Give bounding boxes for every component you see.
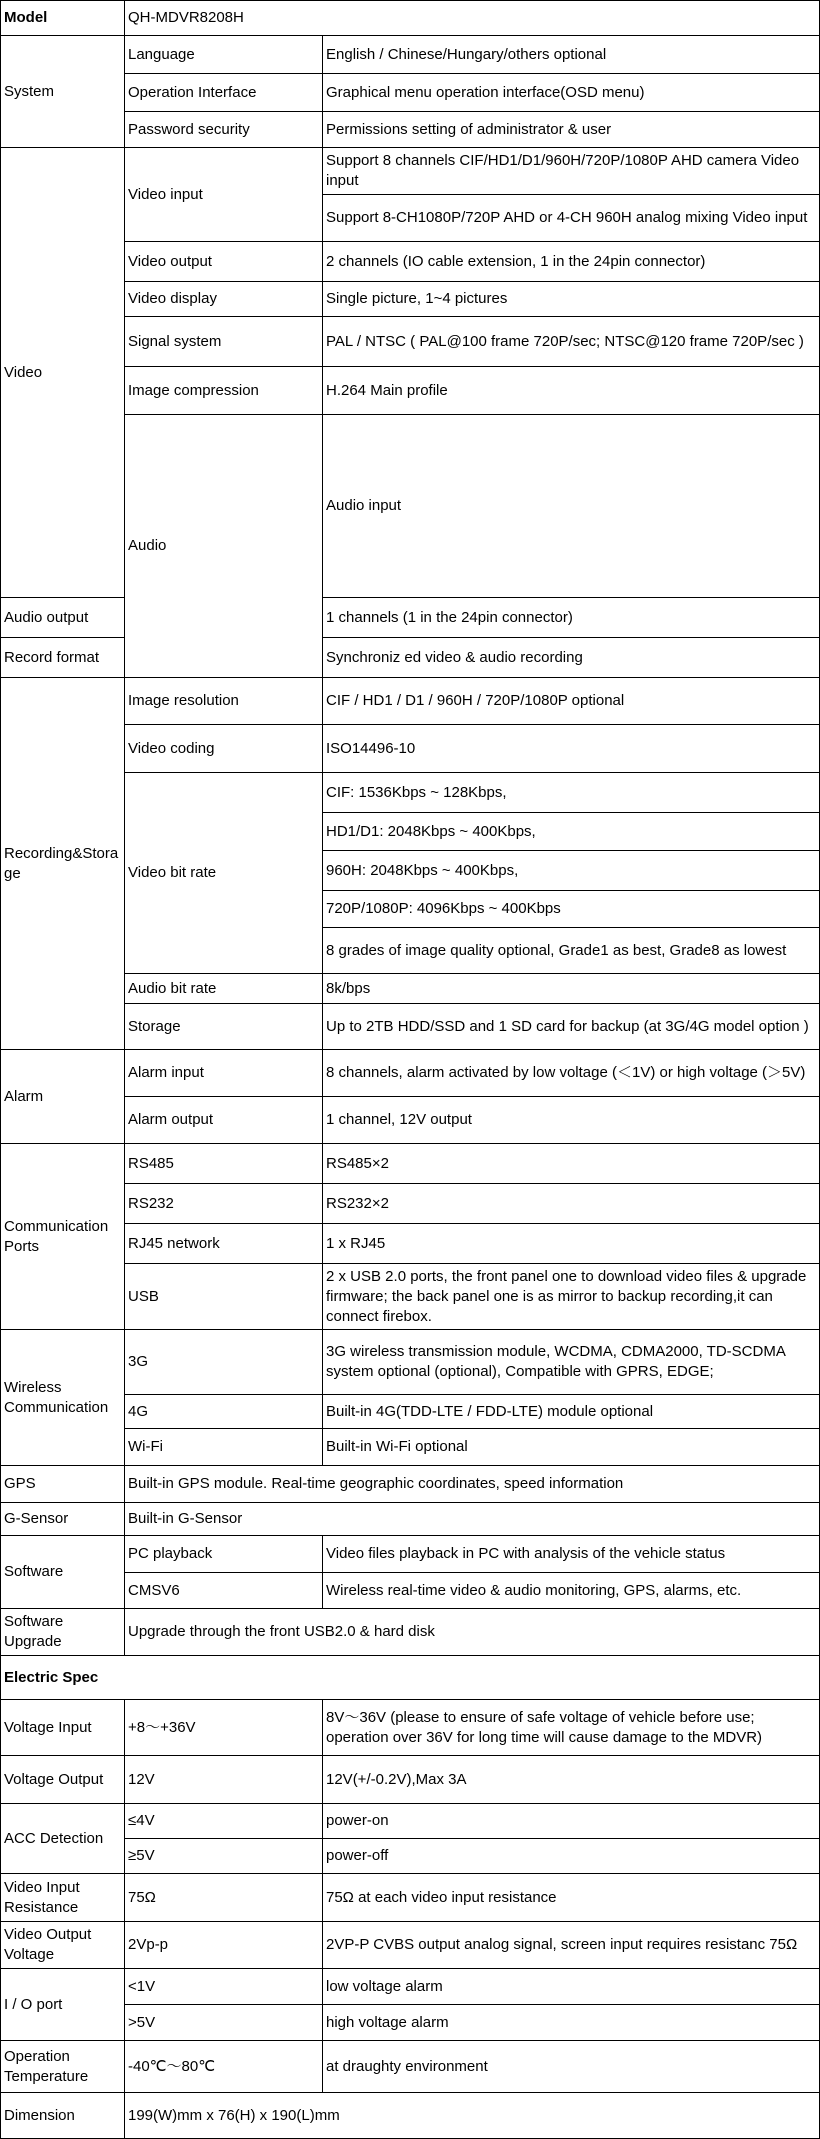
gps-row [1, 1466, 820, 1503]
acc-row [1, 1804, 820, 1839]
spec-value: English / Chinese/Hungary/others optional [323, 36, 820, 74]
spec-name: <1V [125, 1969, 323, 2005]
spec-name: Password security [125, 112, 323, 148]
spec-name: Record format [1, 638, 125, 678]
video-output-voltage-label: Video Output Voltage [1, 1922, 125, 1969]
system-label: System [1, 36, 125, 148]
spec-name: -40℃～80℃ [125, 2041, 323, 2093]
spec-value: low voltage alarm [323, 1969, 820, 2005]
spec-name: USB [125, 1264, 323, 1330]
spec-value: Synchroniz ed video & audio recording [323, 638, 820, 678]
spec-value: 8k/bps [323, 974, 820, 1004]
spec-value: ISO14496-10 [323, 725, 820, 773]
alarm-label: Alarm [1, 1050, 125, 1144]
spec-value: high voltage alarm [323, 2005, 820, 2041]
spec-value: Up to 2TB HDD/SSD and 1 SD card for backup (at 3G/4G model option ) [323, 1004, 820, 1050]
spec-name: +8～+36V [125, 1700, 323, 1756]
spec-name: RS485 [125, 1144, 323, 1184]
io-port-row [1, 1969, 820, 2005]
spec-value: HD1/D1: 2048Kbps ~ 400Kbps, [323, 813, 820, 851]
spec-name: Video output [125, 242, 323, 282]
spec-value: Built-in 4G(TDD-LTE / FDD-LTE) module optional [323, 1395, 820, 1429]
spec-name: RS232 [125, 1184, 323, 1224]
video-label: Video [1, 148, 125, 598]
system-row [1, 36, 820, 74]
alarm-row [1, 1050, 820, 1097]
communication-row [1, 1144, 820, 1184]
spec-value: 2 channels (IO cable extension, 1 in the 24pin connector) [323, 242, 820, 282]
spec-value: 3G wireless transmission module, WCDMA, CDMA2000, TD-SCDMA system optional (optional), Compatible with GPRS, EDGE; [323, 1330, 820, 1395]
spec-name: Image resolution [125, 678, 323, 725]
model-value: QH-MDVR8208H [125, 1, 820, 36]
spec-name: 75Ω [125, 1874, 323, 1922]
spec-name: >5V [125, 2005, 323, 2041]
audio-label: Audio [125, 415, 323, 678]
spec-value: 960H: 2048Kbps ~ 400Kbps, [323, 851, 820, 891]
spec-value: Wireless real-time video & audio monitoring, GPS, alarms, etc. [323, 1573, 820, 1609]
communication-label: Communication Ports [1, 1144, 125, 1330]
video-output-voltage-row [1, 1922, 820, 1969]
spec-value: 1 channels (1 in the 24pin connector) [323, 598, 820, 638]
voltage-input-row [1, 1700, 820, 1756]
spec-name: Alarm input [125, 1050, 323, 1097]
spec-value: Support 8 channels CIF/HD1/D1/960H/720P/1080P AHD camera Video input [323, 148, 820, 195]
spec-value: PAL / NTSC ( PAL@100 frame 720P/sec; NTSC@120 frame 720P/sec ) [323, 317, 820, 367]
spec-value: 1 x RJ45 [323, 1224, 820, 1264]
operation-temperature-label: Operation Temperature [1, 2041, 125, 2093]
spec-value: CIF: 1536Kbps ~ 128Kbps, [323, 773, 820, 813]
spec-name: Audio input [323, 415, 820, 598]
spec-value: at draughty environment [323, 2041, 820, 2093]
audio-row [1, 638, 820, 678]
spec-value: power-on [323, 1804, 820, 1839]
software-label: Software [1, 1536, 125, 1609]
spec-value: Video files playback in PC with analysis of the vehicle status [323, 1536, 820, 1573]
video-input-resistance-row [1, 1874, 820, 1922]
spec-value: 8V～36V (please to ensure of safe voltage of vehicle before use; operation over 36V for long time will cause damage to the MDVR) [323, 1700, 820, 1756]
spec-name: Storage [125, 1004, 323, 1050]
video-input-resistance-label: Video Input Resistance [1, 1874, 125, 1922]
electric-spec-heading: Electric Spec [1, 1656, 820, 1700]
spec-value: 75Ω at each video input resistance [323, 1874, 820, 1922]
wireless-row [1, 1330, 820, 1395]
spec-value: Single picture, 1~4 pictures [323, 282, 820, 317]
spec-value: RS485×2 [323, 1144, 820, 1184]
spec-name: Language [125, 36, 323, 74]
spec-value: 720P/1080P: 4096Kbps ~ 400Kbps [323, 891, 820, 928]
dimension-row [1, 2093, 820, 2139]
dimension-label: Dimension [1, 2093, 125, 2139]
spec-value: 8 channels, alarm activated by low voltage (＜1V) or high voltage (＞5V) [323, 1050, 820, 1097]
spec-value: 1 channel, 12V output [323, 1097, 820, 1144]
spec-value: Support 8-CH1080P/720P AHD or 4-CH 960H analog mixing Video input [323, 195, 820, 242]
spec-value: 2VP-P CVBS output analog signal, screen input requires resistanc 75Ω [323, 1922, 820, 1969]
spec-name: Video bit rate [125, 773, 323, 974]
model-label: Model [1, 1, 125, 36]
spec-name: Audio bit rate [125, 974, 323, 1004]
dimension-value: 199(W)mm x 76(H) x 190(L)mm [125, 2093, 820, 2139]
spec-name: RJ45 network [125, 1224, 323, 1264]
voltage-input-label: Voltage Input [1, 1700, 125, 1756]
spec-name: Video display [125, 282, 323, 317]
spec-name: Wi-Fi [125, 1429, 323, 1466]
spec-name: CMSV6 [125, 1573, 323, 1609]
voltage-output-label: Voltage Output [1, 1756, 125, 1804]
spec-value: Built-in Wi-Fi optional [323, 1429, 820, 1466]
spec-name: Video input [125, 148, 323, 242]
spec-name: ≥5V [125, 1839, 323, 1874]
operation-temperature-row [1, 2041, 820, 2093]
gsensor-value: Built-in G-Sensor [125, 1503, 820, 1536]
io-port-label: I / O port [1, 1969, 125, 2041]
spec-value: Graphical menu operation interface(OSD menu) [323, 74, 820, 112]
gps-label: GPS [1, 1466, 125, 1503]
spec-value: 12V(+/-0.2V),Max 3A [323, 1756, 820, 1804]
gsensor-row [1, 1503, 820, 1536]
spec-value: H.264 Main profile [323, 367, 820, 415]
spec-name: Signal system [125, 317, 323, 367]
spec-name: Image compression [125, 367, 323, 415]
spec-name: Video coding [125, 725, 323, 773]
gps-value: Built-in GPS module. Real-time geographic coordinates, speed information [125, 1466, 820, 1503]
spec-name: Audio output [1, 598, 125, 638]
spec-name: PC playback [125, 1536, 323, 1573]
spec-value: CIF / HD1 / D1 / 960H / 720P/1080P optional [323, 678, 820, 725]
spec-name: Operation Interface [125, 74, 323, 112]
gsensor-label: G-Sensor [1, 1503, 125, 1536]
acc-label: ACC Detection [1, 1804, 125, 1874]
software-upgrade-row [1, 1609, 820, 1656]
software-row [1, 1536, 820, 1573]
spec-value: power-off [323, 1839, 820, 1874]
electric-heading-row [1, 1656, 820, 1700]
spec-name: 4G [125, 1395, 323, 1429]
spec-value: 2 x USB 2.0 ports, the front panel one to download video files & upgrade firmware; the back panel one is as mirror to backup recording,it can connect firebox. [323, 1264, 820, 1330]
software-upgrade-value: Upgrade through the front USB2.0 & hard disk [125, 1609, 820, 1656]
spec-name: 12V [125, 1756, 323, 1804]
recording-label: Recording&Storage [1, 678, 125, 1050]
software-upgrade-label: Software Upgrade [1, 1609, 125, 1656]
spec-value: RS232×2 [323, 1184, 820, 1224]
spec-value: Permissions setting of administrator & user [323, 112, 820, 148]
recording-row [1, 678, 820, 725]
spec-name: ≤4V [125, 1804, 323, 1839]
audio-row [1, 598, 820, 638]
voltage-output-row [1, 1756, 820, 1804]
spec-name: 3G [125, 1330, 323, 1395]
spec-name: Alarm output [125, 1097, 323, 1144]
spec-value: 8 grades of image quality optional, Grade1 as best, Grade8 as lowest [323, 928, 820, 974]
wireless-label: Wireless Communication [1, 1330, 125, 1466]
model-row [1, 1, 820, 36]
spec-name: 2Vp-p [125, 1922, 323, 1969]
video-row [1, 148, 820, 195]
